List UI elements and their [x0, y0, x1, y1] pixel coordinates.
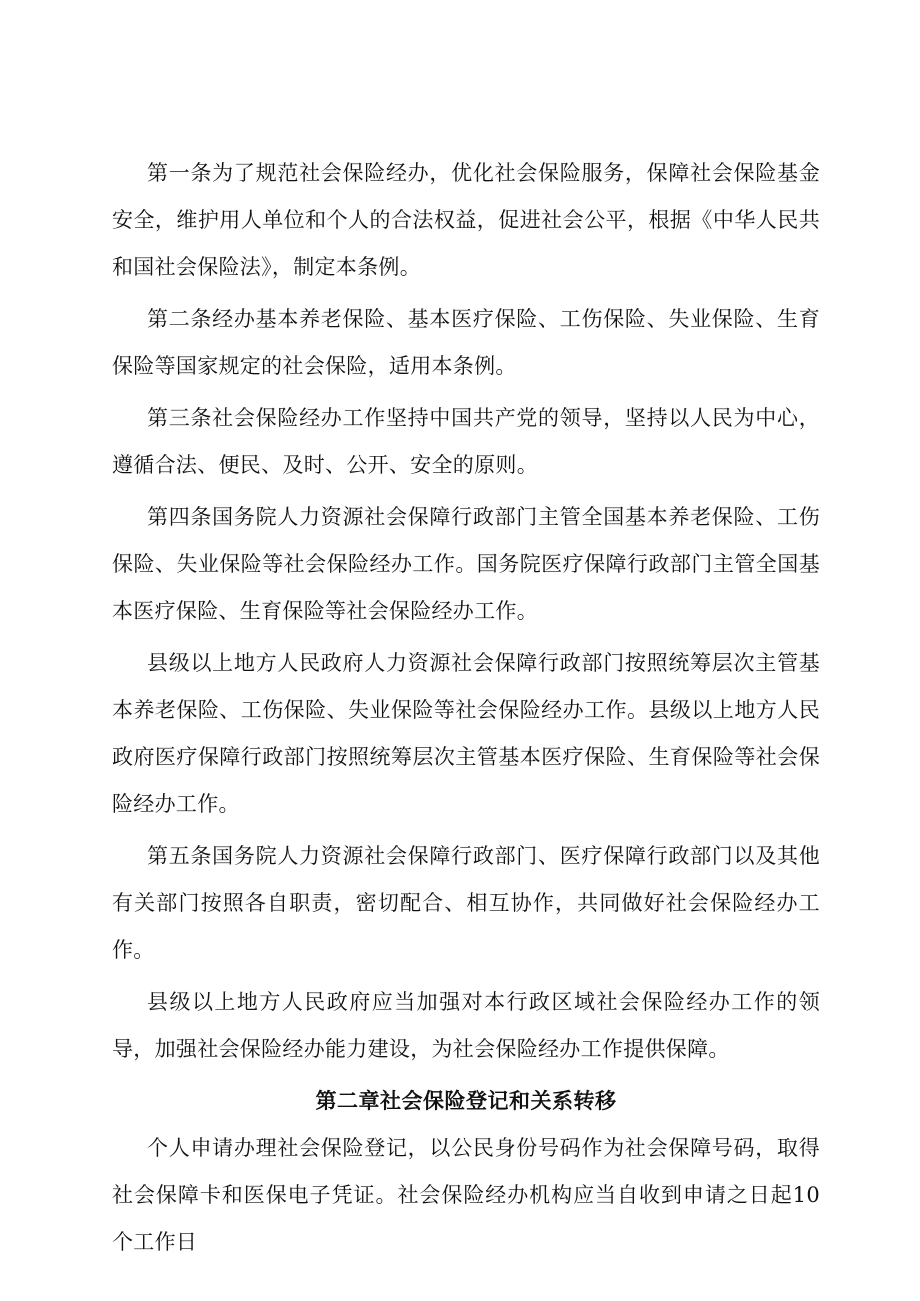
document-body: [112, 150, 820, 1271]
article-3-paragraph: 第三条社会保险经办工作坚持中国共产党的领导，坚持以人民为中心，遵循合法、便民、及时、公开、安全的原则。: [112, 406, 820, 477]
article-5-paragraph: 第五条国务院人力资源社会保障行政部门、医疗保障行政部门以及其他有关部门按照各自职责，密切配合、相互协作，共同做好社会保险经办工作。: [112, 844, 820, 962]
article-4-paragraph-2: 县级以上地方人民政府人力资源社会保障行政部门按照统筹层次主管基本养老保险、工伤保险、失业保险等社会保险经办工作。县级以上地方人民政府医疗保障行政部门按照统筹层次主管基本医疗保险、生育保险等社会保险经办工作。: [112, 651, 820, 816]
article-4-paragraph: 第四条国务院人力资源社会保障行政部门主管全国基本养老保险、工伤保险、失业保险等社会保险经办工作。国务院医疗保障行政部门主管全国基本医疗保险、生育保险等社会保险经办工作。: [112, 505, 820, 623]
article-5-paragraph-2: 县级以上地方人民政府应当加强对本行政区域社会保险经办工作的领导，加强社会保险经办能力建设，为社会保险经办工作提供保障。: [112, 990, 820, 1061]
chapter-2-paragraph-1: 个人申请办理社会保险登记，以公民身份号码作为社会保障号码，取得社会保障卡和医保电子凭证。社会保险经办机构应当自收到申请之日起10个工作日: [112, 1136, 820, 1254]
chapter-heading: 第二章社会保险登记和关系转移: [315, 1089, 617, 1113]
article-1-paragraph: 第一条为了规范社会保险经办，优化社会保险服务，保障社会保险基金安全，维护用人单位和个人的合法权益，促进社会公平，根据《中华人民共和国社会保险法》，制定本条例。: [112, 161, 820, 279]
article-2-paragraph: 第二条经办基本养老保险、基本医疗保险、工伤保险、失业保险、生育保险等国家规定的社会保险，适用本条例。: [112, 307, 820, 378]
